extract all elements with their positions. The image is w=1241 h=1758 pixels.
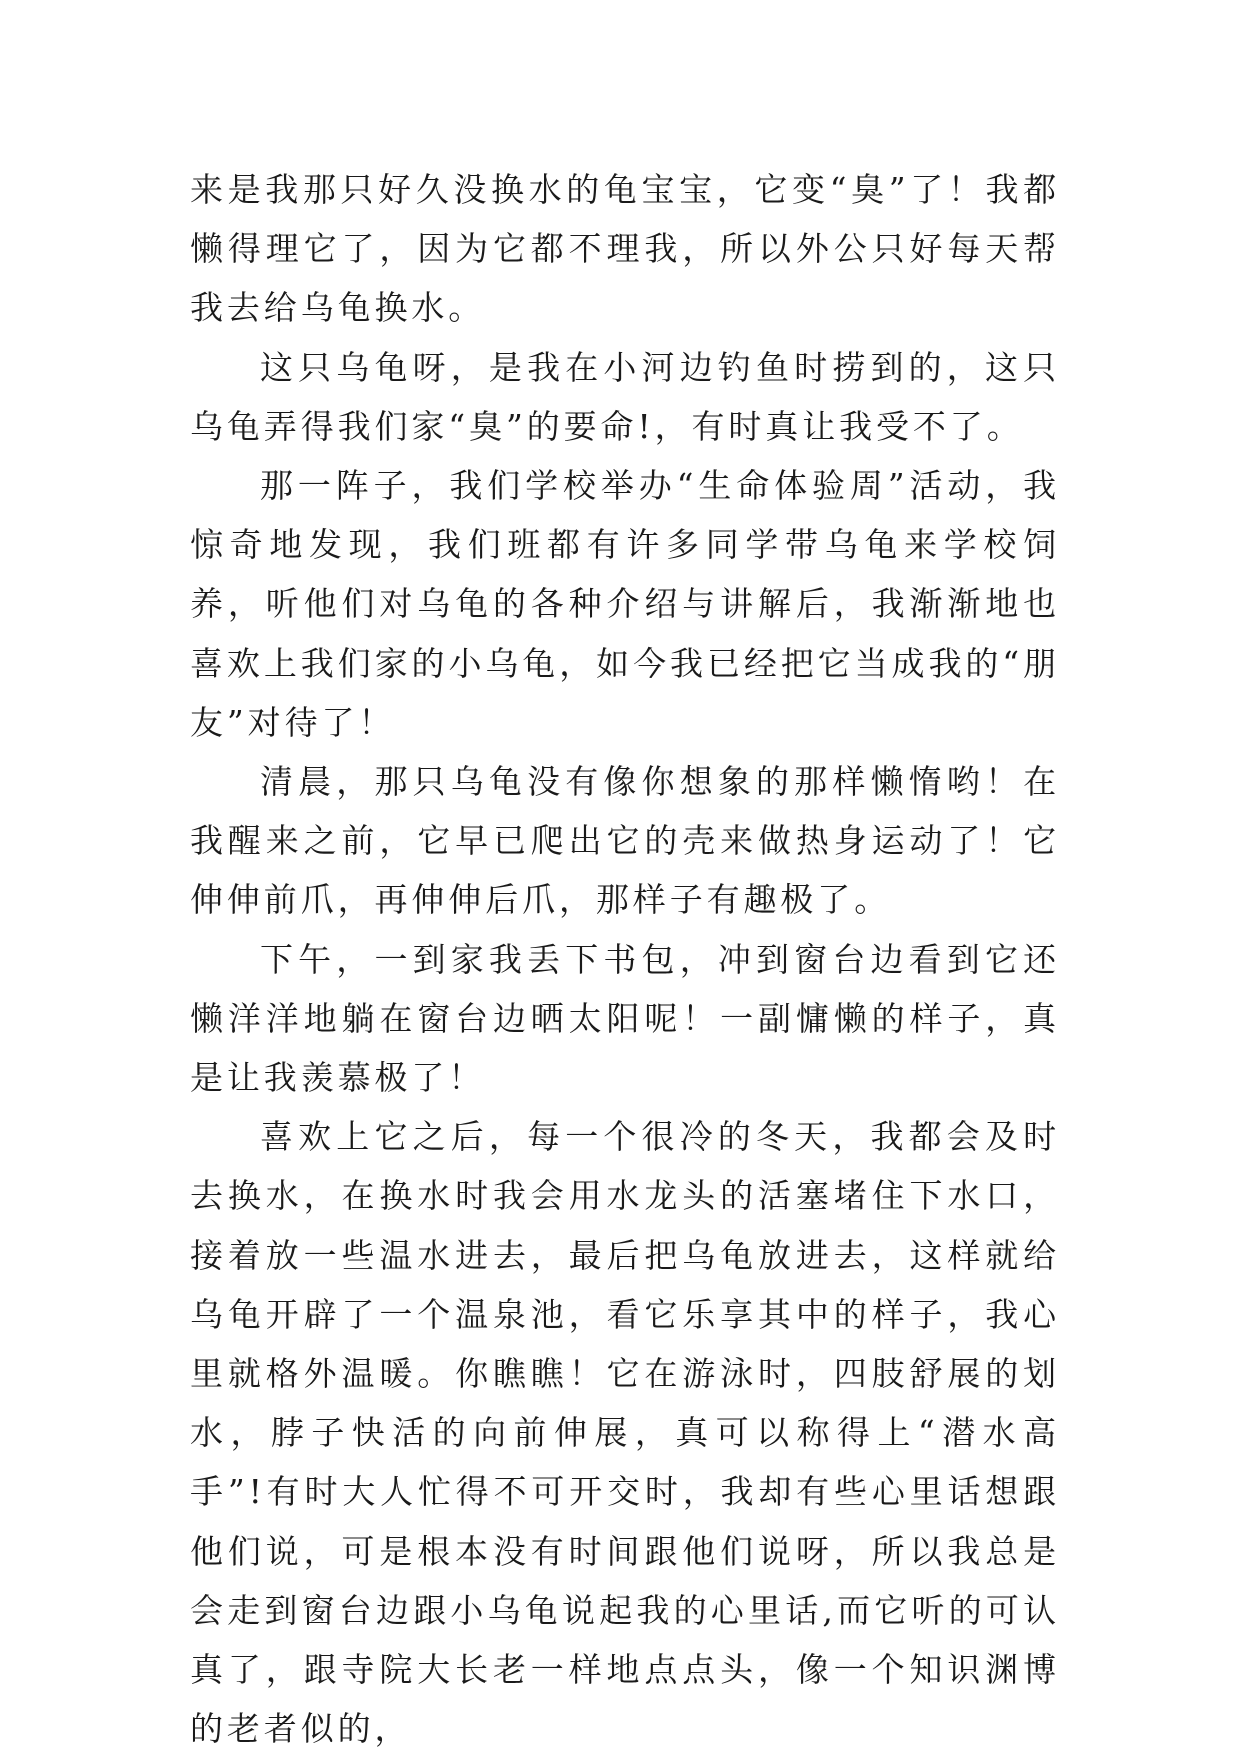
document-body [190,160,1060,1758]
paragraph-1: 来是我那只好久没换水的龟宝宝，它变“臭”了！我都懒得理它了，因为它都不理我，所以外公只好每天帮我去给乌龟换水。 [190,170,1060,328]
paragraph-4: 清晨，那只乌龟没有像你想象的那样懒惰哟！在我醒来之前，它早已爬出它的壳来做热身运动了！它伸伸前爪，再伸伸后爪，那样子有趣极了。 [190,762,1060,920]
paragraph-2: 这只乌龟呀，是我在小河边钓鱼时捞到的，这只乌龟弄得我们家“臭”的要命!，有时真让我受不了。 [190,347,1060,446]
paragraph-5: 下午，一到家我丢下书包，冲到窗台边看到它还懒洋洋地躺在窗台边晒太阳呢！一副慵懒的样子，真是让我羡慕极了！ [190,939,1060,1098]
paragraph-3: 那一阵子，我们学校举办“生命体验周”活动，我惊奇地发现，我们班都有许多同学带乌龟来学校饲养，听他们对乌龟的各种介绍与讲解后，我渐渐地也喜欢上我们家的小乌龟，如今我已经把它当成我的“朋友”对待了！ [190,466,1060,742]
paragraph-6: 喜欢上它之后，每一个很冷的冬天，我都会及时去换水，在换水时我会用水龙头的活塞堵住下水口，接着放一些温水进去，最后把乌龟放进去，这样就给乌龟开辟了一个温泉池，看它乐享其中的样子，我心里就格外温暖。你瞧瞧！它在游泳时，四肢舒展的划水，脖子快活的向前伸展，真可以称得上“潜水高手”!有时大人忙得不可开交时，我却有些心里话想跟他们说，可是根本没有时间跟他们说呀，所以我总是会走到窗台边跟小乌龟说起我的心里话,而它听的可认真了，跟寺院大长老一样地点点头，像一个知识渊博的老者似的， [190,1117,1060,1749]
